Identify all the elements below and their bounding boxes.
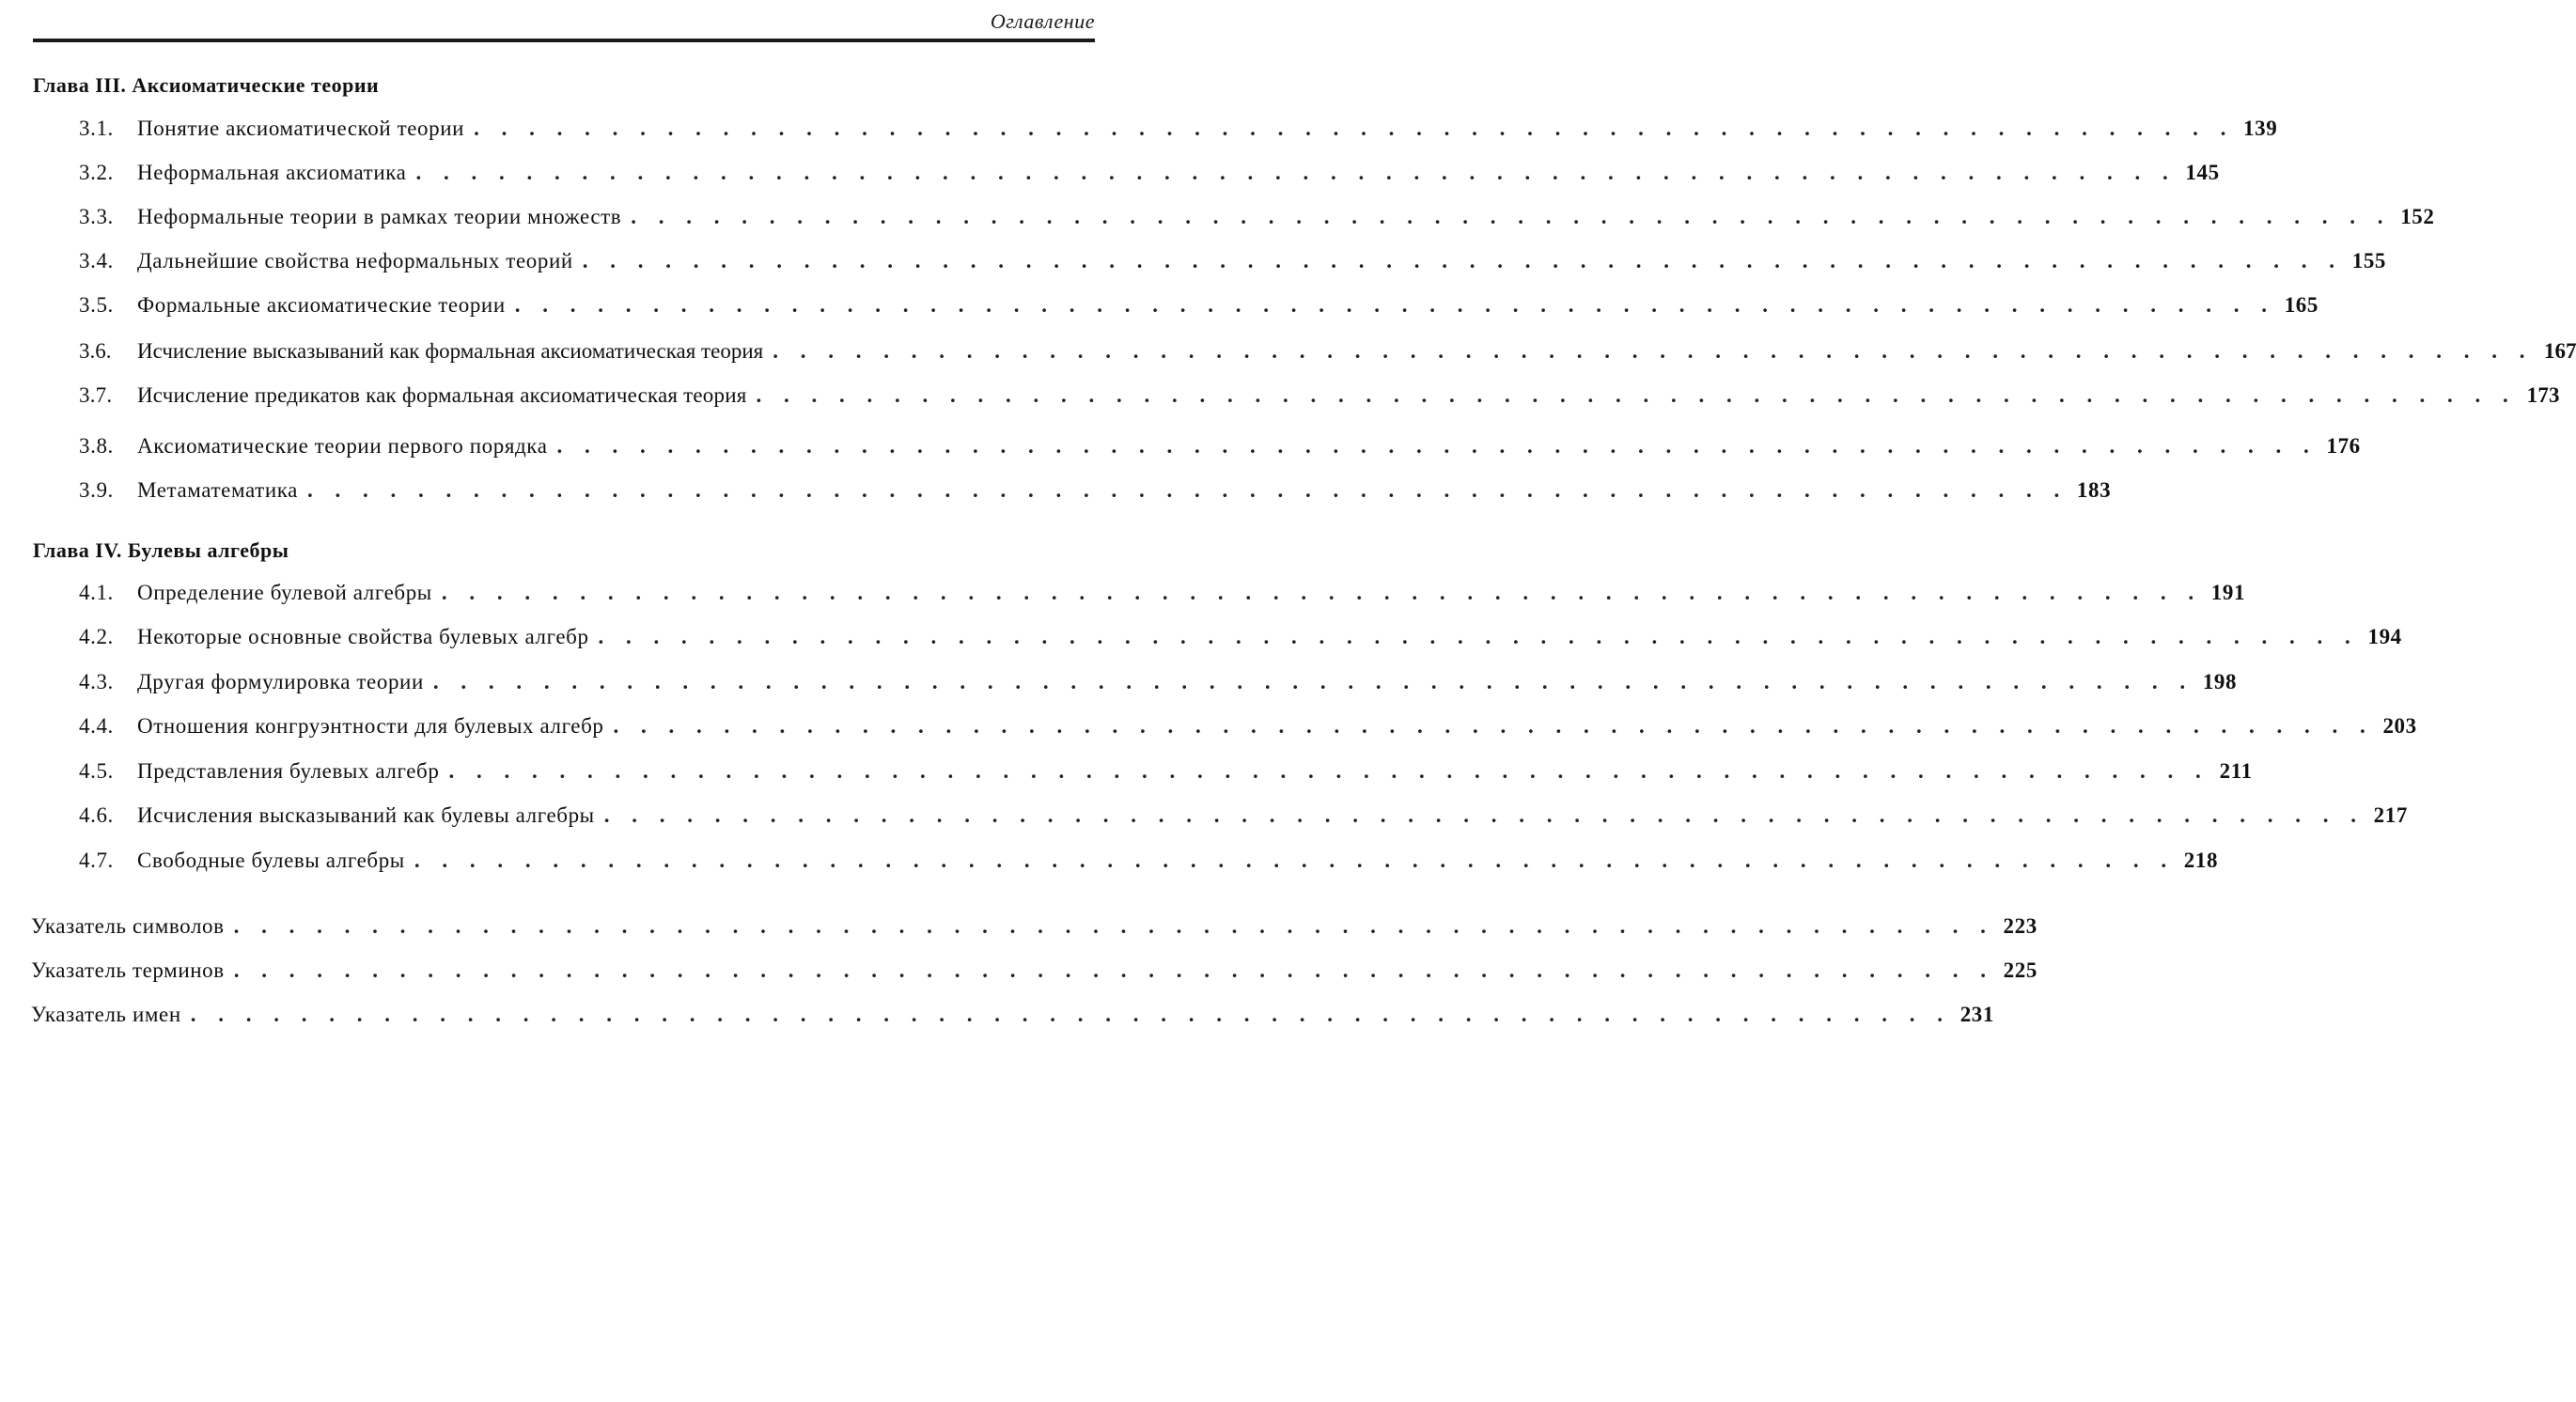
dot-leader: . . . . . . . . . . . . . . . . . . . . . . . . . . . . . . . . . . . . . . . . . . . . . . . . . . . . . . . . . . . . . . . . (603, 803, 2365, 827)
page-number: 225 (2003, 958, 2037, 982)
toc-entry[interactable] (79, 803, 2408, 832)
page-number: 218 (2183, 849, 2219, 872)
dot-leader: . . . . . . . . . . . . . . . . . . . . . . . . . . . . . . . . . . . . . . . . . . . . . . . . . . . . . . . . . . . . . . . . (631, 205, 2392, 228)
dot-leader: . . . . . . . . . . . . . . . . . . . . . . . . . . . . . . . . . . . . . . . . . . . . . . . . . . . . . . . . . . . . . . . . (233, 958, 1994, 982)
index-title: Указатель имен (31, 1003, 181, 1026)
section-number: 4.3. (79, 670, 114, 693)
dot-leader: . . . . . . . . . . . . . . . . . . . . . . . . . . . . . . . . . . . . . . . . . . . . . . . . . . . . . . . . . . . . . . . . (414, 849, 2176, 872)
section-number: 4.7. (79, 849, 114, 872)
dot-leader: . . . . . . . . . . . . . . . . . . . . . . . . . . . . . . . . . . . . . . . . . . . . . . . . . . . . . . . . . . . . . . . . (441, 581, 2203, 604)
toc-entry[interactable] (79, 205, 2435, 233)
toc-entry-index[interactable] (31, 958, 2037, 987)
section-number: 4.4. (79, 714, 114, 738)
dot-leader: . . . . . . . . . . . . . . . . . . . . . . . . . . . . . . . . . . . . . . . . . . . . . . . . . . . . . . . . . . . . . . . . (190, 1003, 1952, 1026)
toc-entry[interactable] (79, 293, 2319, 321)
toc-entry[interactable] (79, 670, 2238, 698)
toc-entry[interactable] (79, 849, 2219, 877)
section-title: Представления булевых алгебр (137, 759, 440, 783)
section-title: Отношения конгруэнтности для булевых алгебр (137, 714, 604, 738)
dot-leader: . . . . . . . . . . . . . . . . . . . . . . . . . . . . . . . . . . . . . . . . . . . . . . . . . . . . . . . . . . . . . . . . (756, 383, 2517, 407)
page-number: 155 (2351, 249, 2387, 273)
toc-entry[interactable] (79, 161, 2220, 189)
page-number: 145 (2185, 161, 2220, 184)
section-title: Понятие аксиоматической теории (137, 117, 465, 140)
toc-entry[interactable] (79, 117, 2278, 145)
section-number: 3.8. (79, 434, 114, 458)
chapter-heading: Глава III. Аксиоматические теории (33, 73, 380, 97)
dot-leader: . . . . . . . . . . . . . . . . . . . . . . . . . . . . . . . . . . . . . . . . . . . . . . . . . . . . . . . . . . . . . . . . (448, 759, 2209, 783)
section-number: 3.9. (79, 478, 114, 502)
section-number: 4.1. (79, 581, 114, 604)
section-title: Формальные аксиоматические теории (137, 293, 506, 317)
dot-leader: . . . . . . . . . . . . . . . . . . . . . . . . . . . . . . . . . . . . . . . . . . . . . . . . . . . . . . . . . . . . . . . . (233, 914, 1994, 938)
section-number: 3.7. (79, 383, 113, 407)
section-title: Неформальные теории в рамках теории множеств (137, 205, 622, 228)
section-number: 3.6. (79, 339, 112, 363)
index-title: Указатель терминов (31, 958, 225, 982)
toc-entry[interactable] (79, 581, 2246, 609)
page-number: 223 (2003, 914, 2037, 938)
section-number: 4.6. (79, 803, 114, 827)
toc-entry[interactable] (79, 759, 2253, 787)
index-title: Указатель символов (31, 914, 225, 938)
dot-leader: . . . . . . . . . . . . . . . . . . . . . . . . . . . . . . . . . . . . . . . . . . . . . . . . . . . . . . . . . . . . . . . . (306, 478, 2069, 502)
page-number: 198 (2202, 670, 2238, 693)
toc-entry[interactable] (79, 478, 2112, 506)
header-rule (33, 39, 1095, 42)
toc-entry[interactable] (79, 434, 2361, 462)
section-title: Определение булевой алгебры (137, 581, 432, 604)
dot-leader: . . . . . . . . . . . . . . . . . . . . . . . . . . . . . . . . . . . . . . . . . . . . . . . . . . . . . . . . . . . . . . . . (474, 117, 2235, 140)
toc-entry[interactable] (79, 249, 2387, 277)
page-number: 217 (2373, 803, 2408, 827)
section-title: Аксиоматические теории первого порядка (137, 434, 548, 458)
page-number: 183 (2076, 478, 2112, 502)
page-number: 176 (2326, 434, 2361, 458)
running-head: Оглавление (990, 9, 1095, 33)
page-number: 211 (2219, 759, 2253, 783)
page-number: 139 (2243, 117, 2278, 140)
page-number: 167 (2543, 339, 2576, 363)
section-title: Другая формулировка теории (137, 670, 424, 693)
section-title: Некоторые основные свойства булевых алгебр (137, 625, 589, 648)
toc-entry-index[interactable] (31, 914, 2037, 942)
page-number: 231 (1959, 1003, 1995, 1026)
page-number: 165 (2284, 293, 2319, 317)
section-number: 4.2. (79, 625, 114, 648)
section-title: Метаматематика (137, 478, 298, 502)
dot-leader: . . . . . . . . . . . . . . . . . . . . . . . . . . . . . . . . . . . . . . . . . . . . . . . . . . . . . . . . . . . . . . . . (613, 714, 2374, 738)
dot-leader: . . . . . . . . . . . . . . . . . . . . . . . . . . . . . . . . . . . . . . . . . . . . . . . . . . . . . . . . . . . . . . . . (514, 293, 2276, 317)
section-title: Исчисление предикатов как формальная аксиоматическая теория (137, 383, 747, 407)
section-title: Свободные булевы алгебры (137, 849, 405, 872)
section-title: Дальнейшие свойства неформальных теорий (137, 249, 573, 273)
section-title: Исчисление высказываний как формальная аксиоматическая теория (137, 339, 764, 363)
section-title: Неформальная аксиоматика (137, 161, 407, 184)
page-number: 173 (2526, 383, 2560, 407)
dot-leader: . . . . . . . . . . . . . . . . . . . . . . . . . . . . . . . . . . . . . . . . . . . . . . . . . . . . . . . . . . . . . . . . (432, 670, 2194, 693)
section-number: 3.1. (79, 117, 114, 140)
page-number: 194 (2367, 625, 2402, 648)
toc-entry[interactable] (79, 714, 2417, 742)
dot-leader: . . . . . . . . . . . . . . . . . . . . . . . . . . . . . . . . . . . . . . . . . . . . . . . . . . . . . . . . . . . . . . . . (773, 339, 2534, 363)
chapter-heading: Глава IV. Булевы алгебры (33, 538, 289, 562)
dot-leader: . . . . . . . . . . . . . . . . . . . . . . . . . . . . . . . . . . . . . . . . . . . . . . . . . . . . . . . . . . . . . . . . (582, 249, 2344, 273)
section-number: 3.5. (79, 293, 114, 317)
toc-entry-index[interactable] (31, 1003, 1995, 1031)
page-number: 152 (2400, 205, 2435, 228)
section-number: 3.2. (79, 161, 114, 184)
page-number: 203 (2382, 714, 2417, 738)
dot-leader: . . . . . . . . . . . . . . . . . . . . . . . . . . . . . . . . . . . . . . . . . . . . . . . . . . . . . . . . . . . . . . . . (415, 161, 2177, 184)
section-number: 3.4. (79, 249, 114, 273)
section-number: 4.5. (79, 759, 114, 783)
section-title: Исчисления высказываний как булевы алгебры (137, 803, 595, 827)
dot-leader: . . . . . . . . . . . . . . . . . . . . . . . . . . . . . . . . . . . . . . . . . . . . . . . . . . . . . . . . . . . . . . . . (556, 434, 2318, 458)
toc-entry[interactable] (79, 339, 2576, 367)
page-number: 191 (2210, 581, 2246, 604)
toc-entry[interactable] (79, 625, 2402, 653)
section-number: 3.3. (79, 205, 114, 228)
toc-entry[interactable] (79, 383, 2560, 412)
dot-leader: . . . . . . . . . . . . . . . . . . . . . . . . . . . . . . . . . . . . . . . . . . . . . . . . . . . . . . . . . . . . . . . . (598, 625, 2359, 648)
